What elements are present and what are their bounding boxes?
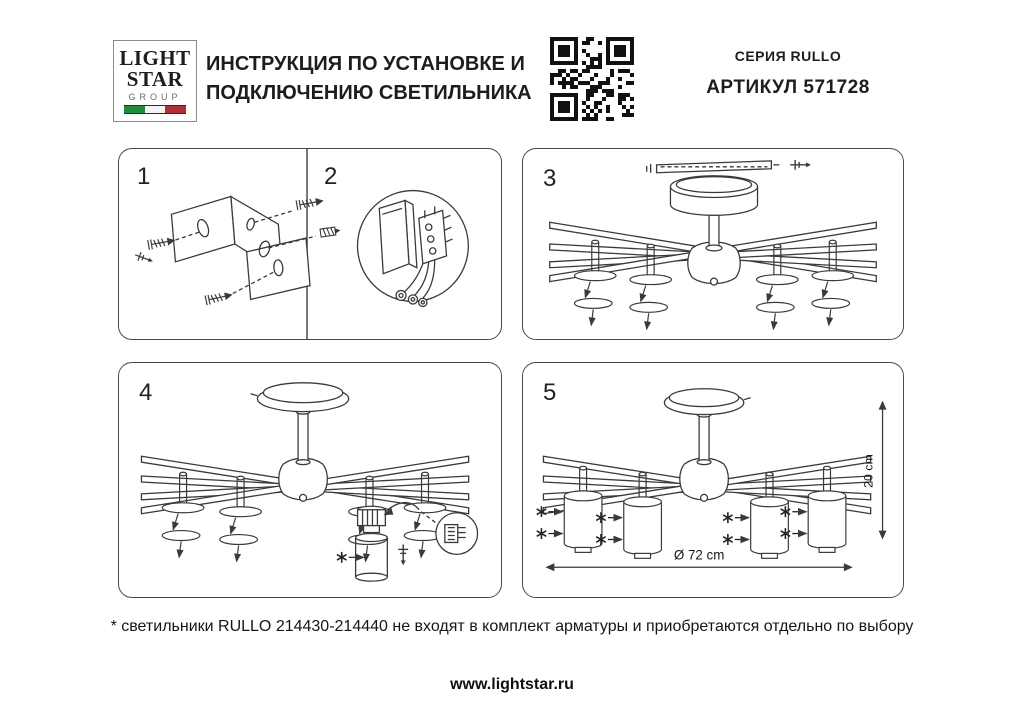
article-label: АРТИКУЛ 571728 bbox=[706, 77, 870, 98]
ceiling-canopy bbox=[670, 176, 757, 216]
screw-icon bbox=[398, 544, 408, 565]
footnote: * светильники RULLO 214430-214440 не входят в комплект арматуры и приобретаются отдельно по выбору bbox=[110, 618, 914, 635]
stem bbox=[697, 412, 711, 465]
logo-text-group: GROUP bbox=[128, 92, 182, 102]
logo-text-light: LIGHT bbox=[119, 46, 191, 70]
product-info bbox=[688, 48, 888, 99]
panel-step-4 bbox=[118, 362, 502, 598]
diameter-dimension-label: Ø 72 cm bbox=[673, 547, 725, 563]
step-number-5: 5 bbox=[543, 379, 557, 406]
dimension-arrow-diameter bbox=[545, 563, 852, 571]
wiring-detail-diagram bbox=[358, 191, 469, 307]
panel-step-3 bbox=[522, 148, 904, 340]
panel-step-5 bbox=[522, 362, 904, 598]
page-title-line1: ИНСТРУКЦИЯ ПО УСТАНОВКЕ И bbox=[206, 53, 525, 75]
panel-steps-1-2 bbox=[118, 148, 502, 340]
qr-code-icon bbox=[550, 37, 634, 121]
footer-url: www.lightstar.ru bbox=[450, 676, 574, 693]
not-included-asterisk bbox=[537, 528, 563, 539]
italian-flag-stripe bbox=[124, 105, 186, 114]
mounting-bracket-diagram bbox=[134, 196, 340, 305]
not-included-asterisk bbox=[723, 512, 749, 523]
stem bbox=[296, 409, 310, 465]
ceiling-canopy bbox=[251, 383, 349, 412]
not-included-asterisk bbox=[723, 534, 749, 545]
dimension-arrow-height bbox=[879, 401, 887, 540]
mounting-strip bbox=[647, 160, 811, 173]
step-number-2: 2 bbox=[324, 163, 338, 190]
step-number-4: 4 bbox=[139, 379, 153, 406]
series-label: СЕРИЯ RULLO bbox=[734, 48, 842, 64]
bracket-and-wiring-diagram bbox=[119, 149, 501, 339]
frame-assembly-diagram bbox=[523, 149, 903, 339]
final-dimensions-diagram bbox=[523, 363, 903, 597]
ceiling-canopy bbox=[664, 389, 750, 415]
shade-attachment-diagram bbox=[119, 363, 501, 597]
step-number-1: 1 bbox=[137, 163, 151, 190]
screw-icon bbox=[790, 160, 811, 170]
step-number-3: 3 bbox=[543, 165, 557, 192]
page-title-line2: ПОДКЛЮЧЕНИЮ СВЕТИЛЬНИКА bbox=[206, 82, 532, 104]
page-title bbox=[206, 50, 546, 108]
logo-text-star: STAR bbox=[126, 67, 184, 91]
lightstar-logo bbox=[113, 40, 197, 122]
screw-icon bbox=[134, 251, 155, 266]
not-included-asterisk bbox=[337, 552, 347, 563]
height-dimension-label: 20 cm bbox=[861, 454, 876, 488]
